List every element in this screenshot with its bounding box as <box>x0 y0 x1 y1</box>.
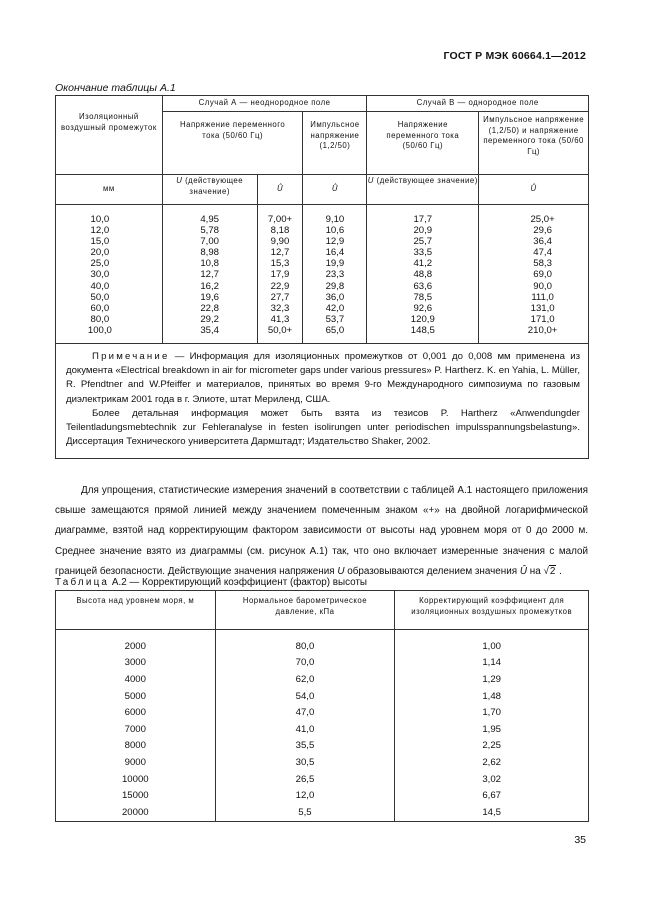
cell-value: 22,8 <box>200 302 220 314</box>
cell-value: 4,95 <box>200 214 220 225</box>
case-b-impulse-header: Импульсное напряжение (1,2/50) и напряжение переменного тока (50/60 Гц) <box>479 112 589 175</box>
cell-value: 16,4 <box>325 247 345 259</box>
cell-value: 23,3 <box>325 269 345 281</box>
cell-value: 29,8 <box>325 280 345 292</box>
altitude-header: Высота над уровнем моря, м <box>56 591 216 630</box>
cell-value: 17,7 <box>413 214 433 225</box>
cell-value: 27,7 <box>270 291 290 303</box>
cell-value: 47,4 <box>533 247 552 259</box>
cell-value: 25,0+ <box>530 214 555 225</box>
column-gap-values <box>56 205 163 344</box>
cell-value: 50,0 <box>90 291 110 303</box>
cell-value: 29,6 <box>533 225 552 237</box>
column-case-a-u <box>162 205 257 344</box>
cell-value: 15,3 <box>270 258 290 270</box>
table-cell: 26,5 <box>215 771 395 788</box>
cell-value: 50,0+ <box>267 324 293 336</box>
cell-value: 120,9 <box>410 313 435 325</box>
table-cell: 35,5 <box>215 738 395 755</box>
table1-note <box>56 344 589 459</box>
table-cell: 2,62 <box>395 754 589 771</box>
cell-value: 19,9 <box>325 258 345 270</box>
cell-value: 41,3 <box>270 313 290 325</box>
column-case-a-impulse <box>303 205 367 344</box>
page-number: 35 <box>574 834 586 846</box>
cell-value: 131,0 <box>530 302 555 314</box>
table-cell: 3000 <box>56 655 216 672</box>
cell-value: 9,90 <box>270 236 290 248</box>
cell-value: 80,0 <box>90 313 110 325</box>
col-gap-header: Изоляционный воздушный промежуток <box>56 96 163 175</box>
document-header: ГОСТ Р МЭК 60664.1—2012 <box>443 50 586 62</box>
table-row <box>56 655 589 672</box>
table-cell: 1,48 <box>395 688 589 705</box>
table-cell: 6,67 <box>395 787 589 804</box>
cell-value: 10,8 <box>200 258 220 270</box>
table-row <box>56 704 589 721</box>
body-paragraph: Для упрощения, статистические измерения значений в соответствии с таблицей А.1 настоящего приложения свыше замещаются прямой линией между значением помеченным знаком «+» на двойной логарифмической диаграмме, взятой над корректирующим фактором зависимости от высоты над уровнем моря от 0 до 2000 м. Среднее значение взято из диаграммы (см. рисунок А.1) так, что оно включает измеренные значения с малой границей безопасности. Действующие значения напряжения U образовываются делением значения Û на √2 . <box>55 481 588 582</box>
case-a-ac-header: Напряжение переменного тока (50/60 Гц) <box>162 112 303 175</box>
table-cell: 7000 <box>56 721 216 738</box>
table-cell: 1,00 <box>395 638 589 655</box>
case-b-ac-header: Напряжение переменного тока (50/60 Гц) <box>367 112 479 175</box>
cell-value: 210,0+ <box>527 324 558 336</box>
table-cell: 15000 <box>56 787 216 804</box>
table-cell: 30,5 <box>215 754 395 771</box>
cell-value: 32,3 <box>270 302 290 314</box>
table2-caption: Таблица А.2 — Корректирующий коэффициент (фактор) высоты <box>55 577 368 588</box>
table-cell: 47,0 <box>215 704 395 721</box>
table-row <box>56 638 589 655</box>
case-b-header: Случай В — однородное поле <box>367 96 589 112</box>
table-row <box>56 688 589 705</box>
table-cell: 1,70 <box>395 704 589 721</box>
cell-value: 15,0 <box>90 236 110 248</box>
table-row <box>56 671 589 688</box>
table-cell: 70,0 <box>215 655 395 672</box>
case-a-impulse-header: Импульсное напряжение (1,2/50) <box>303 112 367 175</box>
cell-value: 63,6 <box>413 280 433 292</box>
case-a-imp-upeak-header: Û <box>303 175 367 205</box>
table-cell: 6000 <box>56 704 216 721</box>
table-row <box>56 771 589 788</box>
table-cell: 1,29 <box>395 671 589 688</box>
table-a2-altitude-correction <box>55 590 589 822</box>
table-cell: 9000 <box>56 754 216 771</box>
cell-value: 30,0 <box>90 269 110 281</box>
cell-value: 92,6 <box>413 302 433 314</box>
table-cell: 1,95 <box>395 721 589 738</box>
cell-value: 10,6 <box>325 225 345 237</box>
cell-value: 12,9 <box>325 236 345 248</box>
cell-value: 12,7 <box>270 247 290 259</box>
cell-value: 12,0 <box>90 225 110 237</box>
table-row <box>56 721 589 738</box>
case-a-header: Случай А — неоднородное поле <box>162 96 367 112</box>
case-a-upeak-header: Û <box>257 175 303 205</box>
cell-value: 53,7 <box>325 313 345 325</box>
table2-body <box>56 638 589 821</box>
column-case-b-u <box>367 205 479 344</box>
table-row <box>56 738 589 755</box>
table-cell: 20000 <box>56 804 216 821</box>
table-cell: 2,25 <box>395 738 589 755</box>
table-cell: 3,02 <box>395 771 589 788</box>
cell-value: 90,0 <box>533 280 552 292</box>
cell-value: 17,9 <box>270 269 290 281</box>
table-cell: 2000 <box>56 638 216 655</box>
note-paragraph-2: Более детальная информация может быть взята из тезисов P. Hartherz «Anwendungder Teilentladungsmebtechnik zur Fehleranalyse in festen isolirungen unter periodischen impulsspannungsbelastung». Диссертация Технического университета Дармштадт; Издательство Shaker, 2002. <box>66 407 580 448</box>
cell-value: 78,5 <box>413 291 433 303</box>
cell-value: 22,9 <box>270 280 290 292</box>
table-cell: 4000 <box>56 671 216 688</box>
case-a-u-eff-header: U (действующее значение) <box>162 175 257 205</box>
cell-value: 9,10 <box>325 214 345 225</box>
cell-value: 5,78 <box>200 225 220 237</box>
cell-value: 148,5 <box>410 324 435 336</box>
cell-value: 12,7 <box>200 269 220 281</box>
cell-value: 65,0 <box>325 324 345 336</box>
case-b-u-eff-header: U (действующее значение) <box>367 175 479 205</box>
table-cell: 5,5 <box>215 804 395 821</box>
cell-value: 25,7 <box>413 236 433 248</box>
table-row <box>56 787 589 804</box>
table-a1-continuation <box>55 95 589 459</box>
table-cell: 80,0 <box>215 638 395 655</box>
column-case-a-upeak <box>257 205 303 344</box>
cell-value: 19,6 <box>200 291 220 303</box>
table-cell: 62,0 <box>215 671 395 688</box>
table-row <box>56 804 589 821</box>
table-cell: 1,14 <box>395 655 589 672</box>
cell-value: 171,0 <box>530 313 555 325</box>
table-cell: 10000 <box>56 771 216 788</box>
cell-value: 33,5 <box>413 247 433 259</box>
table-cell: 5000 <box>56 688 216 705</box>
cell-value: 41,2 <box>413 258 433 270</box>
column-case-b-impulse <box>479 205 589 344</box>
cell-value: 35,4 <box>200 324 220 336</box>
coefficient-header: Корректирующий коэффициент для изоляционных воздушных промежутков <box>395 591 589 630</box>
cell-value: 29,2 <box>200 313 220 325</box>
cell-value: 7,00+ <box>267 214 293 225</box>
cell-value: 36,4 <box>533 236 552 248</box>
table-cell: 54,0 <box>215 688 395 705</box>
cell-value: 100,0 <box>87 324 112 336</box>
sqrt-two: √2 <box>543 565 556 577</box>
table-cell: 14,5 <box>395 804 589 821</box>
case-b-upeak-header: Û <box>479 175 589 205</box>
cell-value: 20,9 <box>413 225 433 237</box>
table-cell: 41,0 <box>215 721 395 738</box>
table-cell: 8000 <box>56 738 216 755</box>
cell-value: 48,8 <box>413 269 433 281</box>
cell-value: 42,0 <box>325 302 345 314</box>
cell-value: 36,0 <box>325 291 345 303</box>
cell-value: 111,0 <box>531 291 554 303</box>
table-row <box>56 754 589 771</box>
cell-value: 20,0 <box>90 247 110 259</box>
cell-value: 7,00 <box>200 236 220 248</box>
note-paragraph-1: Примечание — Информация для изоляционных промежутков от 0,001 до 0,008 мм применена из документа «Electrical breakdown in air for micrometer gaps under various pressures» P. Hartherz. K. en Yahia, L. Müller, R. Pfendtner and W.Pfeiffer и материалов, принятых во время 9-го Международного симпозиума по газовым диэлектрикам 2001 года в г. Элиоте, штат Мериленд, США. <box>66 351 580 405</box>
cell-value: 16,2 <box>200 280 220 292</box>
table1-caption: Окончание таблицы А.1 <box>55 82 176 94</box>
cell-value: 8,18 <box>270 225 290 237</box>
cell-value: 58,3 <box>533 258 552 270</box>
cell-value: 8,98 <box>200 247 220 259</box>
unit-mm: мм <box>56 175 163 205</box>
cell-value: 10,0 <box>90 214 110 225</box>
cell-value: 60,0 <box>90 302 110 314</box>
table-cell: 12,0 <box>215 787 395 804</box>
cell-value: 25,0 <box>90 258 110 270</box>
cell-value: 40,0 <box>90 280 110 292</box>
pressure-header: Нормальное барометрическое давление, кПа <box>215 591 395 630</box>
cell-value: 69,0 <box>533 269 552 281</box>
